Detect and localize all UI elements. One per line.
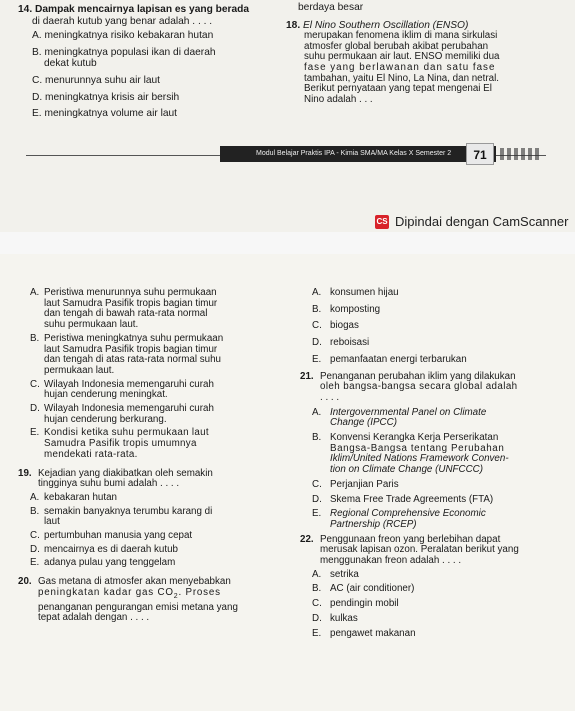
q21-option-a: A. Intergovernmental Panel on Climate Change (IPCC) [312, 406, 487, 429]
book-footer: Modul Belajar Praktis IPA - Kimia SMA/MA Kelas X Semester 2 [220, 146, 496, 162]
question-18-stem: 18. El Nino Southern Oscillation (ENSO) merupakan fenomena iklim di mana sirkulasi atmosfer global berubah akibat perubahan suhu permukaan air laut. ENSO memiliki dua fase yang berlawanan dan satu fase tambahan, yaitu El Nino, La Nina, dan netral. Berikut pernyataan yang tepat mengenai El Nino adalah . . . [286, 19, 500, 105]
q22-option-d: D. kulkas [312, 612, 358, 624]
q19-option-b: B. semakin banyaknya terumbu karang di laut [30, 505, 213, 528]
q22-option-a: A. setrika [312, 568, 359, 580]
q21-option-d: D. Skema Free Trade Agreements (FTA) [312, 493, 494, 505]
q17-tail-text: berdaya besar [298, 2, 364, 13]
question-20: 20. Gas metana di atmosfer akan menyebabkan peningkatan kadar gas $CO_2$. Proses penanganan pengurangan emisi metana yang tepat adalah dengan . . . . [18, 576, 238, 624]
option-c: C. menurunnya suhu air laut [32, 74, 160, 86]
q20-option-e: E. pemanfaatan energi terbarukan [312, 353, 467, 365]
q18-option-d: D. Wilayah Indonesia memengaruhi curah hujan cenderung berkurang. [30, 403, 214, 425]
camscanner-logo-icon: CS [375, 215, 389, 229]
option-d: D. meningkatnya krisis air bersih [32, 91, 180, 103]
q18-option-e: E. Kondisi ketika suhu permukaan laut Samudra Pasifik tropis umumnya mendekati rata-rata. [30, 427, 209, 460]
camscanner-text: Dipindai dengan CamScanner [395, 214, 569, 229]
q21-option-e: E. Regional Comprehensive Economic Partnership (RCEP) [312, 508, 486, 530]
question-21: 21. Penanganan perubahan iklim yang dilakukan oleh bangsa-bangsa secara global adalah . . . . A. Intergovernmental Panel on Climate Change (IPCC) B. Konvensi Kerangka Kerja Perserikatan Bangsa-Bangsa tentang Perubahan Iklim/United Nations Framework Conven- tion on Climate Change (UNFCCC) C. Perjanjian Paris D. Skema Free Trade Agreements (FTA) E. Regional Comprehensive Economic Partnership (RCEP) [300, 372, 565, 531]
q19-option-c: C. pertumbuhan manusia yang cepat [30, 530, 193, 542]
q18-option-b: B. Peristiwa meningkatnya suhu permukaan laut Samudra Pasifik tropis bagian timur dan tengah di atas rata-rata normal suhu permukaan laut. [30, 332, 224, 376]
q18-option-c: C. Wilayah Indonesia memengaruhi curah hujan cenderung meningkat. [30, 378, 214, 401]
question-number: 14. [18, 4, 33, 15]
q20-option-d: D. reboisasi [312, 337, 370, 349]
right-column [300, 288, 565, 643]
q22-option-e: E. pengawet makanan [312, 627, 416, 639]
q20-option-a: A. konsumen hijau [312, 287, 399, 298]
q19-option-e: E. adanya pulau yang tenggelam [30, 557, 176, 569]
q22-option-c: C. pendingin mobil [312, 598, 399, 610]
left-column [18, 288, 290, 627]
question-14-stem: 14. Dampak mencairnya lapisan es yang berada di daerah kutub yang benar adalah . . . . [18, 4, 250, 27]
footer-decoration [500, 148, 540, 160]
camscanner-watermark [375, 214, 568, 229]
q21-option-c: C. Perjanjian Paris [312, 478, 399, 490]
page-gap [0, 232, 575, 254]
q19-option-a: A. kebakaran hutan [30, 491, 117, 503]
q21-option-b: B. Konvensi Kerangka Kerja Perserikatan Bangsa-Bangsa tentang Perubahan Iklim/United Nations Framework Conven- tion on Climate Change (UNFCCC) [312, 432, 509, 476]
option-e: E. meningkatnya volume air laut [32, 108, 177, 120]
question-22: 22. Penggunaan freon yang berlebihan dapat merusak lapisan ozon. Peralatan berikut yang menggunakan freon adalah . . . . A. setrika B. AC (air conditioner) C. pendingin mobil D. kulkas E. pengawet makanan [300, 535, 565, 640]
bottom-page-scan [0, 254, 575, 711]
q22-option-b: B. AC (air conditioner) [312, 583, 415, 595]
q19-option-d: D. mencairnya es di daerah kutub [30, 543, 178, 555]
q20-options [300, 288, 565, 366]
top-page-scan [0, 0, 575, 232]
page-number: 71 [466, 143, 494, 165]
option-b: B. meningkatnya populasi ikan di daerah dekat kutub [32, 46, 216, 70]
question-19: 19. Kejadian yang diakibatkan oleh semakin tingginya suhu bumi adalah . . . . A. kebakaran hutan B. semakin banyaknya terumbu karang di laut C. pertumbuhan manusia yang cepat D. mencairnya es di daerah kutub E. adanya pulau yang tenggelam [18, 469, 290, 570]
option-a: A. meningkatnya risiko kebakaran hutan [32, 30, 214, 42]
q20-option-b: B. komposting [312, 303, 381, 315]
question-14 [18, 4, 280, 120]
question-18-intro [286, 2, 558, 105]
q18-option-a: A. Peristiwa menurunnya suhu permukaan laut Samudra Pasifik tropis bagian timur dan tengah di bawah rata-rata normal suhu permukaan laut. [30, 287, 218, 331]
q20-option-c: C. biogas [312, 320, 359, 332]
